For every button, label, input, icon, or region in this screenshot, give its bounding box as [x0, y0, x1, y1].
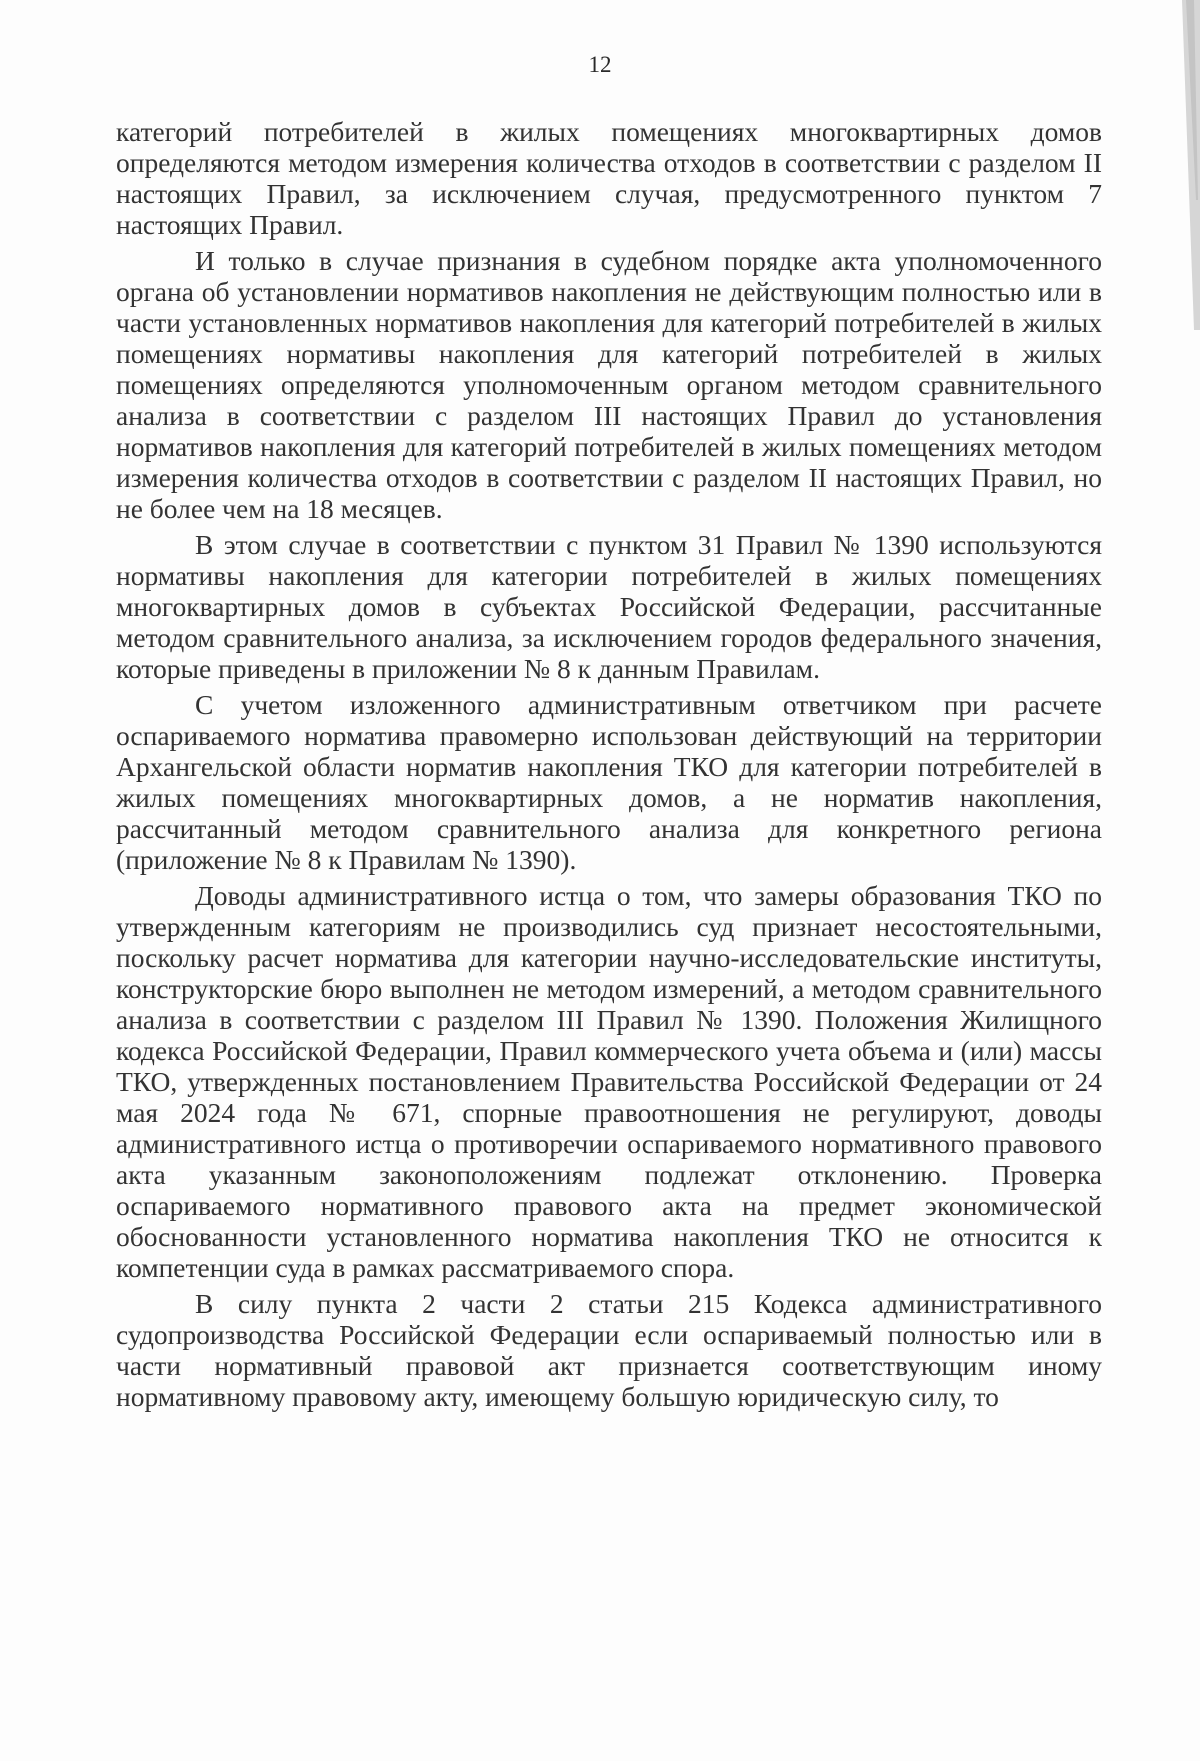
page-number: 12 [588, 52, 612, 77]
paragraph: В этом случае в соответствии с пунктом 31 Правил № 1390 используются нормативы накопления для категории потребителей в жилых помещениях многоквартирных домов в субъектах Российской Федерации, рассчитанные методом сравнительного анализа, за исключением городов федерального значения, которые приведены в приложении № 8 к данным Правилам. [116, 529, 1102, 684]
paragraph: категорий потребителей в жилых помещениях многоквартирных домов определяются методом измерения количества отходов в соответствии с разделом II настоящих Правил, за исключением случая, предусмотренного пунктом 7 настоящих Правил. [116, 116, 1102, 240]
scan-edge-shadow [1160, 0, 1200, 330]
document-body [116, 116, 1102, 1417]
paragraph: С учетом изложенного административным ответчиком при расчете оспариваемого норматива правомерно использован действующий на территории Архангельской области норматив накопления ТКО для категории потребителей в жилых помещениях многоквартирных домов, а не норматив накопления, рассчитанный методом сравнительного анализа для конкретного региона (приложение № 8 к Правилам № 1390). [116, 689, 1102, 875]
paragraph: И только в случае признания в судебном порядке акта уполномоченного органа об установлении нормативов накопления не действующим полностью или в части установленных нормативов накопления для категорий потребителей в жилых помещениях нормативы накопления для категорий потребителей в жилых помещениях определяются уполномоченным органом методом сравнительного анализа в соответствии с разделом III настоящих Правил до установления нормативов накопления для категорий потребителей в жилых помещениях методом измерения количества отходов в соответствии с разделом II настоящих Правил, но не более чем на 18 месяцев. [116, 245, 1102, 524]
paragraph: В силу пункта 2 части 2 статьи 215 Кодекса административного судопроизводства Российской Федерации если оспариваемый полностью или в части нормативный правовой акт признается соответствующим иному нормативному правовому акту, имеющему большую юридическую силу, то [116, 1288, 1102, 1412]
paragraph: Доводы административного истца о том, что замеры образования ТКО по утвержденным категориям не производились суд признает несостоятельными, поскольку расчет норматива для категории научно-исследовательские институты, конструкторские бюро выполнен не методом измерений, а методом сравнительного анализа в соответствии с разделом III Правил № 1390. Положения Жилищного кодекса Российской Федерации, Правил коммерческого учета объема и (или) массы ТКО, утвержденных постановлением Правительства Российской Федерации от 24 мая 2024 года № 671, спорные правоотношения не регулируют, доводы административного истца о противоречии оспариваемого нормативного правового акта указанным законоположениям подлежат отклонению. Проверка оспариваемого нормативного правового акта на предмет экономической обоснованности установленного норматива накопления ТКО не относится к компетенции суда в рамках рассматриваемого спора. [116, 880, 1102, 1283]
